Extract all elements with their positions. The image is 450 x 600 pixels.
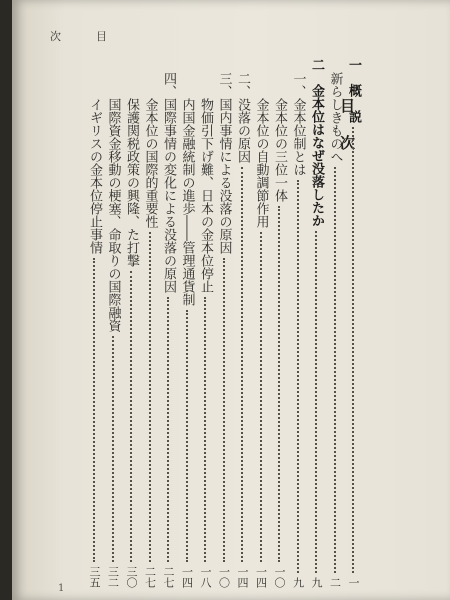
running-head-char-1: 次 [50,30,62,43]
toc-entry-label: 二 金本位はなぜ没落したか [309,58,324,227]
toc-entry-page: 一 [347,577,360,588]
dot-leader [223,258,225,562]
toc-entry-label: 保護関税政策の興隆、た打撃 [124,98,139,267]
toc-entry [85,58,104,588]
toc-entry-page: 一四 [236,566,249,588]
toc-entry [140,58,159,588]
toc-entry-label: イギリスの金本位停止事情 [87,98,102,254]
toc-entry-label: 金本位の三位一体 [272,98,287,202]
toc-entry-label: 金本位の国際的重要性 [142,98,158,228]
dot-leader [352,127,354,573]
toc-entry [270,58,289,588]
toc-entry-label: 国際資金移動の梗塞、命取りの国際融資 [105,98,121,332]
toc-entry [103,58,122,588]
toc-entry-page: 一四 [254,566,268,588]
dot-leader [297,180,299,573]
dot-leader [112,336,114,562]
dot-leader [204,297,206,562]
toc-entry [344,58,363,588]
toc-entry-page: 一〇 [273,566,286,588]
toc-entry-label: 金本位の自動調節作用 [253,98,269,228]
toc-entry [159,58,178,588]
toc-entry [288,58,307,588]
toc-entry-label: 三、国内事情による没落の原因 [216,72,232,254]
toc-entry-label: 物価引下げ難、日本の金本位停止 [198,98,213,293]
toc-entry [214,58,233,588]
toc-entry-page: 二 [328,577,342,588]
toc-entry-page: 三五 [88,566,101,588]
dot-leader [278,206,280,562]
toc-entry-page: 九 [291,577,305,588]
toc-entry-label: 内国金融統制の進歩――管理通貨制 [179,98,195,306]
toc-entry [233,58,252,588]
toc-title: 目次 [338,98,356,172]
toc-entry-page: 三二 [106,566,120,588]
dot-leader [186,310,188,562]
running-head-char-2: 目 [96,30,108,43]
toc-entry [177,58,196,588]
dot-leader [315,231,317,573]
toc-entry-page: 三〇 [125,566,138,588]
toc-entry-page: 一〇 [217,566,231,588]
toc-entry-label: 一、金本位制とは [290,72,306,176]
toc-entry-page: 一四 [180,566,194,588]
toc-entry-label: 新らしきものへ [327,72,343,163]
dot-leader [241,167,243,562]
dot-leader [149,232,151,562]
toc-entry-label: 二、没落の原因 [235,72,250,163]
table-of-contents [85,58,363,588]
page-footer-mark: 1 [58,583,65,594]
running-head [50,28,108,44]
dot-leader [93,258,95,562]
toc-entry [325,58,344,588]
toc-entry-label: 一 概 説 [346,58,361,123]
dot-leader [130,271,132,562]
toc-entry-page: 九 [310,577,323,588]
toc-entry [251,58,270,588]
toc-entry-page: 一八 [199,566,212,588]
toc-entry-label: 四、国際事情の変化による没落の原因 [161,72,176,293]
toc-entry [307,58,326,588]
toc-entry [122,58,141,588]
toc-entry-page: 二七 [162,566,175,588]
toc-entry-page: 二七 [143,566,157,588]
dot-leader [334,167,336,573]
book-page [12,0,450,600]
toc-entry [196,58,215,588]
dot-leader [260,232,262,562]
dot-leader [167,297,169,562]
